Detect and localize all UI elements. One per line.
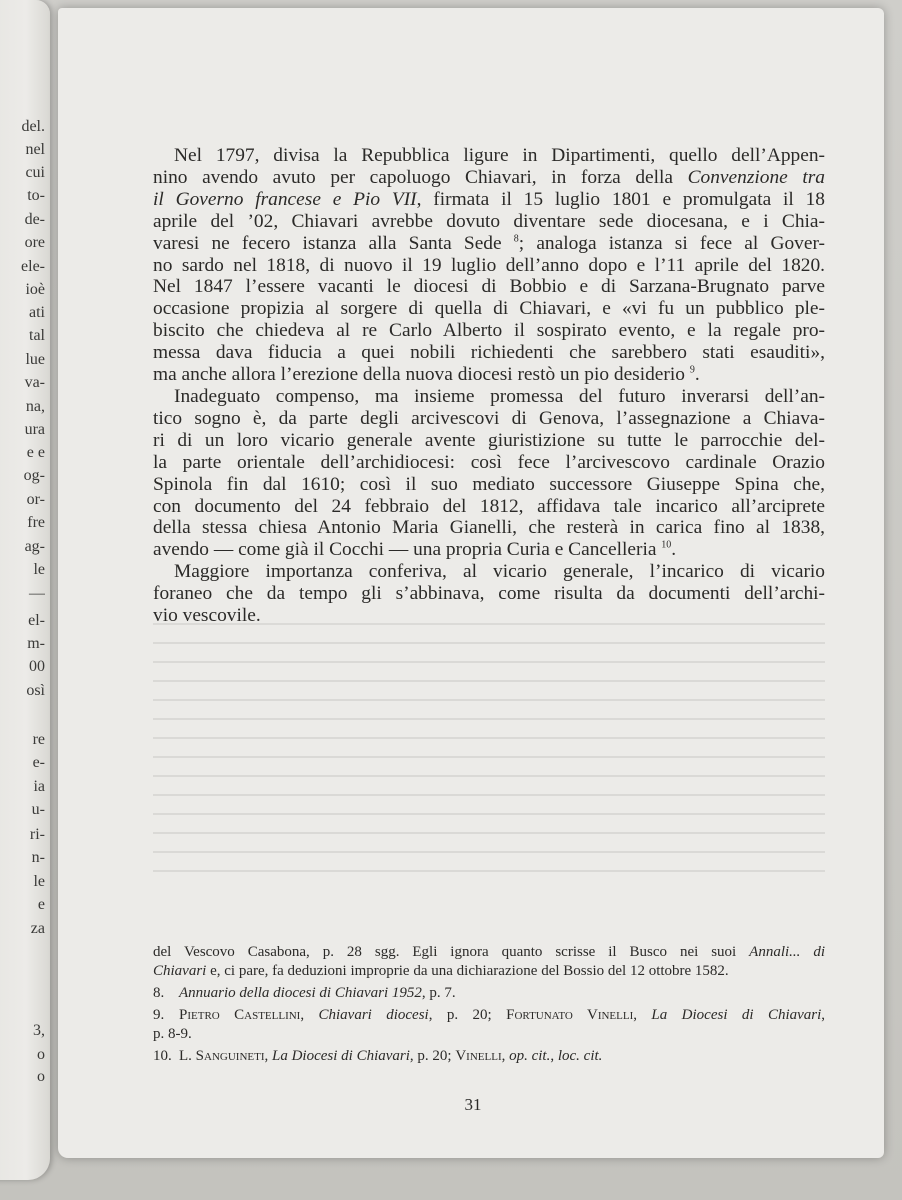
left-page-fragment: el- xyxy=(28,612,45,629)
page-number: 31 xyxy=(464,1095,482,1114)
left-page-fragment: nel xyxy=(25,141,45,158)
text-line: aprile del ’02, Chiavari avrebbe dovuto diventare sede diocesana, e i Chia- xyxy=(153,210,825,232)
text-line: messa dava fiducia a quei nobili richiedenti che sarebbero stati esauditi», xyxy=(153,342,825,364)
left-page-fragment: ura xyxy=(24,421,45,438)
left-page-fragment: cui xyxy=(25,164,45,181)
text-line: Spinola fin dal 1610; così il suo mediato successore Giuseppe Spina che, xyxy=(153,473,825,495)
book-page xyxy=(58,8,884,1158)
italic-run: Annuario della diocesi di Chiavari 1952 xyxy=(179,985,422,1001)
italic-run: La Diocesi di Chiavari xyxy=(651,1007,822,1023)
main-text xyxy=(153,145,825,627)
text-line: Maggiore importanza conferiva, al vicario generale, l’incarico di vicario xyxy=(174,561,825,583)
left-page-fragment: ele- xyxy=(21,258,45,275)
left-page-fragment: le xyxy=(33,561,45,578)
left-page-fragment: e- xyxy=(32,754,45,771)
paragraph-3 xyxy=(153,561,825,627)
text-line: con documento del 24 febbraio del 1812, affidava tale incarico all’arciprete xyxy=(153,495,825,517)
text-line: foraneo che da tempo gli s’abbinava, come risulta da documenti dell’archi- xyxy=(153,583,825,605)
left-page-text-fragments xyxy=(0,0,50,1100)
text-line: Inadeguato compenso, ma insieme promessa del futuro inverarsi dell’an- xyxy=(174,385,825,407)
text-run: , p. 20; xyxy=(409,1048,456,1064)
footnote-number: 8. xyxy=(153,985,165,1001)
author-name: Vinelli xyxy=(455,1048,502,1064)
left-page-fragment: o xyxy=(37,1068,45,1085)
left-page-fragment: or- xyxy=(26,491,45,508)
left-page-fragment: 00 xyxy=(29,658,45,675)
left-page-fragment: na, xyxy=(25,398,45,415)
left-page-fragment: 3, xyxy=(33,1022,45,1039)
author-name: Fortunato Vinelli xyxy=(506,1007,634,1023)
left-page-fragment: va- xyxy=(24,374,45,391)
footnote-continuation-line xyxy=(153,943,825,962)
paragraph-2 xyxy=(153,386,825,561)
left-page-fragment: de- xyxy=(24,211,45,228)
text-line: Nel 1847 l’essere vacanti le diocesi di Bobbio e di Sarzana-Brugnato parve xyxy=(153,276,825,298)
footnote-ref: 9 xyxy=(689,364,695,376)
footnote-10: 10. L. Sanguineti, La Diocesi di Chiavari, p. 20; Vinelli, op. cit., loc. cit. xyxy=(153,1048,603,1064)
left-page-fragment: m- xyxy=(27,635,45,652)
text-line: Nel 1797, divisa la Repubblica ligure in Dipartimenti, quello dell’Appen- xyxy=(174,145,825,166)
text-line xyxy=(153,233,825,255)
left-page-fragment: og- xyxy=(23,467,45,484)
italic-run: Convenzione tra xyxy=(687,166,825,188)
italic-run: Chiavari diocesi xyxy=(318,1007,429,1023)
text-line: della stessa chiesa Antonio Maria Gianelli, che resterà in carica fino al 1838, xyxy=(153,517,825,539)
text-run: ma anche allora l’erezione della nuova diocesi restò un pio desiderio xyxy=(153,364,690,386)
italic-run: Annali... di xyxy=(749,944,826,960)
left-page-fragment: to- xyxy=(27,187,45,204)
text-line: la parte orientale dell’archidiocesi: così fece l’arcivescovo cardinale Orazio xyxy=(153,451,825,473)
left-page-fragment: za xyxy=(30,920,45,937)
text-line: tico sogno è, da parte degli arcivescovi di Genova, l’assegnazione a Chiava- xyxy=(153,407,825,429)
left-page-fragment: re xyxy=(32,731,45,748)
text-run: del Vescovo Casabona, p. 28 sgg. Egli ignora quanto scrisse il Busco nei suoi xyxy=(153,944,750,960)
reverse-side-show-through xyxy=(153,623,825,923)
footnote-9-continuation: p. 8-9. xyxy=(153,1026,192,1042)
left-page-fragment: tal xyxy=(29,327,45,344)
left-facing-page xyxy=(0,0,50,1180)
text-run: . xyxy=(671,539,677,561)
author-name: Pietro Castellini xyxy=(179,1007,301,1023)
left-page-fragment: ati xyxy=(29,304,45,321)
text-line: no sardo nel 1818, di nuovo il 19 luglio dell’anno dopo e l’11 aprile del 1820. xyxy=(153,254,825,276)
text-line xyxy=(153,539,825,561)
left-page-fragment: e xyxy=(37,896,45,913)
text-run: e, ci pare, fa deduzioni improprie da una dichiarazione del Bossio del 12 ottobre 1582. xyxy=(206,963,729,979)
text-line xyxy=(153,167,825,189)
text-line: occasione propizia al sorgere di quella di Chiavari, e «vi fu un pubblico ple- xyxy=(153,298,825,320)
italic-run: op. cit. xyxy=(509,1048,551,1064)
left-page-fragment: fre xyxy=(27,514,45,531)
text-line: biscito che chiedeva al re Carlo Alberto il sospirato evento, e la regale pro- xyxy=(153,320,825,342)
footnotes xyxy=(153,943,825,1066)
italic-run: Chiavari xyxy=(153,963,207,979)
left-page-fragment: ri- xyxy=(29,826,45,843)
text-line xyxy=(153,189,825,211)
left-page-fragment: ia xyxy=(33,778,45,795)
left-page-fragment: — xyxy=(29,585,45,602)
left-page-fragment: n- xyxy=(31,849,45,866)
footnote-number: 10. xyxy=(153,1048,172,1064)
left-page-fragment: ag- xyxy=(24,538,45,555)
text-line: vio vescovile. xyxy=(153,605,261,627)
left-page-fragment: ore xyxy=(24,234,45,251)
left-page-fragment: e e xyxy=(26,444,45,461)
italic-run: La Diocesi di Chiavari xyxy=(272,1048,410,1064)
footnote-ref: 8 xyxy=(513,233,519,245)
footnote-9: 9. Pietro Castellini, Chiavari diocesi, p. 20; Fortunato Vinelli, La Diocesi di Chiavari, xyxy=(153,1007,826,1023)
left-page-fragment: o xyxy=(37,1046,45,1063)
paragraph-1 xyxy=(153,145,825,386)
text-run: , p. 7. xyxy=(421,985,456,1001)
footnote-ref: 10 xyxy=(661,539,672,551)
left-page-fragment: ioè xyxy=(25,281,45,298)
left-page-fragment: osì xyxy=(26,682,45,699)
footnote-number: 9. xyxy=(153,1007,165,1023)
footnote-8 xyxy=(153,984,825,1003)
text-run: avendo — come già il Cocchi — una propria Curia e Cancelleria xyxy=(153,539,662,561)
text-run: , firmata il 15 luglio 1801 e promulgata il 18 xyxy=(416,188,825,210)
left-page-fragment: del. xyxy=(21,118,45,135)
italic-run: il Governo francese e Pio VII xyxy=(153,188,417,210)
text-run: . xyxy=(694,364,700,386)
text-run: , p. 20; xyxy=(428,1007,507,1023)
left-page-fragment: lue xyxy=(25,351,45,368)
text-run: nino avendo avuto per capoluogo Chiavari, in forza della xyxy=(153,166,688,188)
italic-run: loc. cit. xyxy=(557,1048,603,1064)
text-line: ri di un loro vicario generale avente giuristizione su tutte le parrocchie del- xyxy=(153,429,825,451)
text-run: ; analoga istanza si fece al Gover- xyxy=(518,232,825,254)
footnote-continuation-line xyxy=(153,962,825,981)
text-run: varesi ne fecero istanza alla Santa Sede xyxy=(153,232,514,254)
left-page-fragment: u- xyxy=(31,801,45,818)
left-page-fragment: le xyxy=(33,873,45,890)
author-name: L. Sanguineti xyxy=(179,1048,265,1064)
text-line xyxy=(153,364,825,386)
